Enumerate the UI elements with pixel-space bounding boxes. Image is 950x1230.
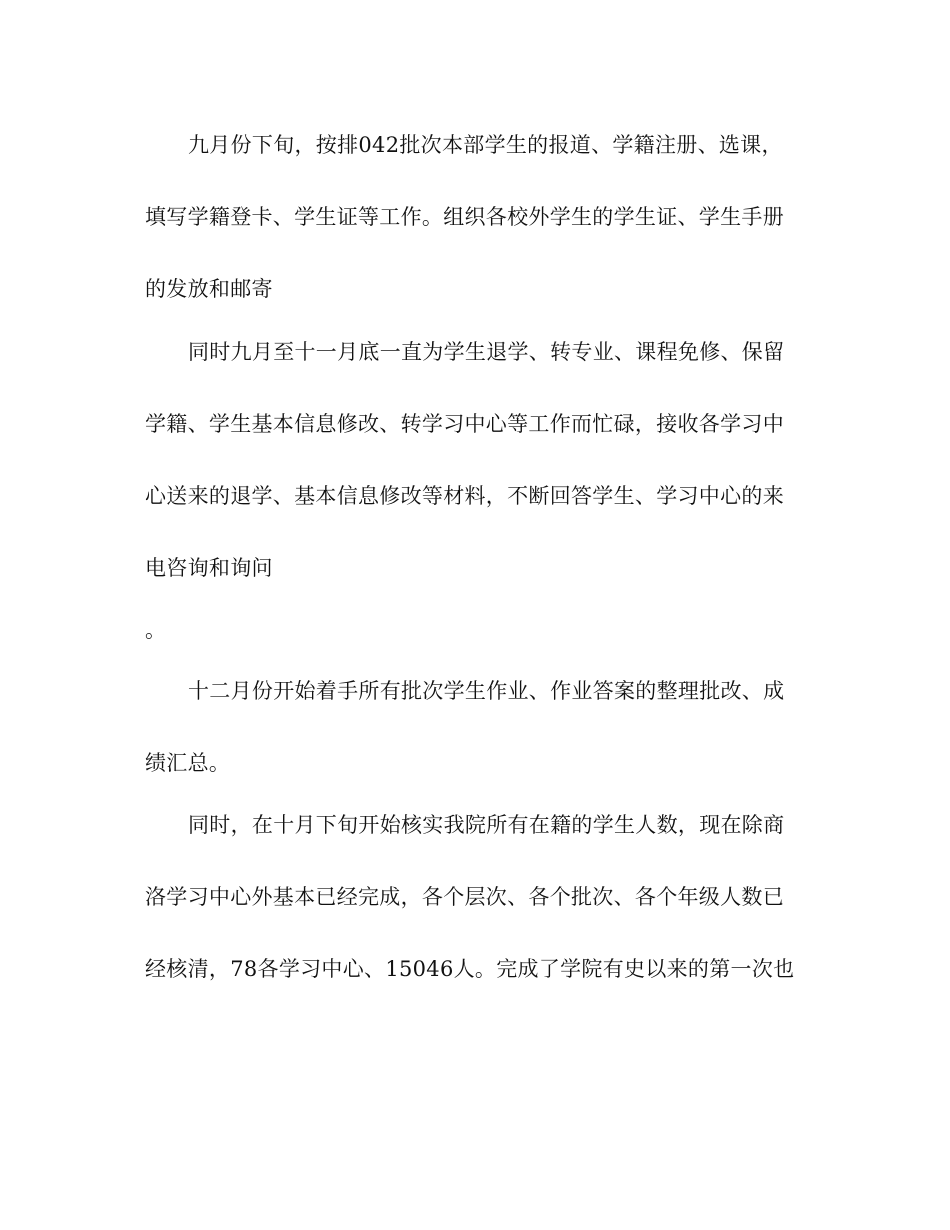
paragraph-2-line-2: 学籍、学生基本信息修改、转学习中心等工作而忙碌，接收各学习中: [145, 412, 784, 436]
paragraph-1-line-1: 九月份下旬，按排042批次本部学生的报道、学籍注册、选课，: [188, 133, 783, 157]
paragraph-4-line-2: 洛学习中心外基本已经完成，各个层次、各个批次、各个年级人数已: [145, 885, 784, 909]
paragraph-2-line-3: 心送来的退学、基本信息修改等材料，不断回答学生、学习中心的来: [145, 484, 784, 508]
paragraph-4-line-3: 经核清，78各学习中心、15046人。完成了学院有史以来的第一次也: [145, 957, 795, 981]
paragraph-1-line-2: 填写学籍登卡、学生证等工作。组织各校外学生的学生证、学生手册: [145, 205, 784, 229]
paragraph-1-line-3: 的发放和邮寄: [145, 277, 273, 301]
paragraph-3-line-1: 十二月份开始着手所有批次学生作业、作业答案的整理批改、成: [188, 679, 785, 703]
paragraph-2-line-5: 。: [145, 618, 167, 642]
paragraph-4-line-1: 同时，在十月下旬开始核实我院所有在籍的学生人数，现在除商: [188, 813, 785, 837]
paragraph-2-line-1: 同时九月至十一月底一直为学生退学、转专业、课程免修、保留: [188, 340, 785, 364]
paragraph-3-line-2: 绩汇总。: [145, 751, 231, 775]
paragraph-2-line-4: 电咨询和询问: [145, 556, 273, 580]
